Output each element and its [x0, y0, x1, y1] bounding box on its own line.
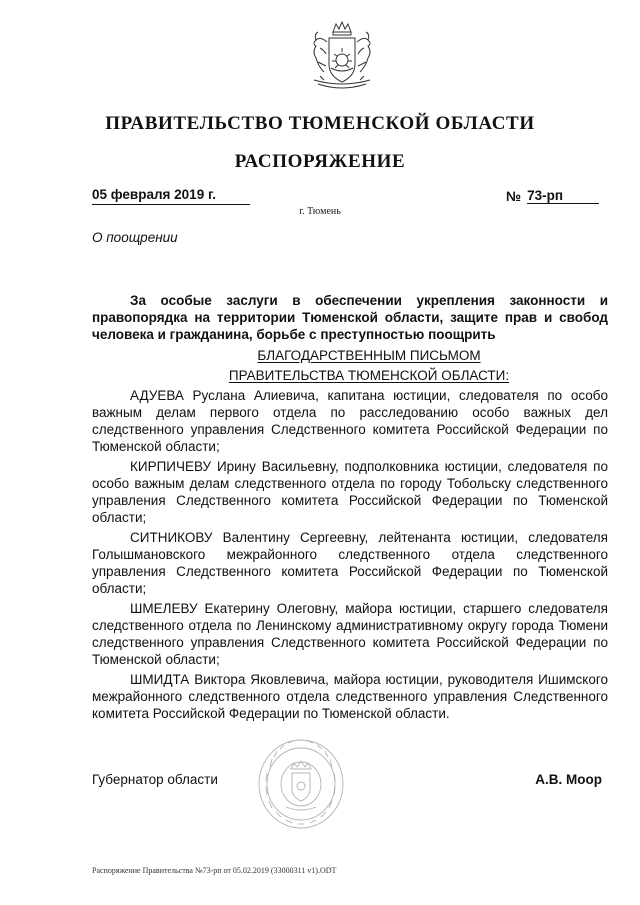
- government-title: ПРАВИТЕЛЬСТВО ТЮМЕНСКОЙ ОБЛАСТИ: [105, 113, 535, 134]
- signatory-name: А.В. Моор: [535, 772, 602, 787]
- award-line-1: БЛАГОДАРСТВЕННЫМ ПИСЬМОМ: [257, 348, 481, 363]
- person-paragraph: СИТНИКОВУ Валентину Сергеевну, лейтенанта юстиции, следователя Голышмановского межрайонного следственного отдела следственного управления Следственного комитета Российской Федерации по Тюменской области;: [92, 530, 608, 596]
- document-date: 05 февраля 2019 г.: [92, 187, 250, 205]
- official-seal-icon: [256, 737, 346, 831]
- document-subject: О поощрении: [92, 230, 178, 245]
- person-paragraph: КИРПИЧЕВУ Ирину Васильевну, подполковника юстиции, следователя по особо важным делам следственного отдела по городу Тобольску следственного управления Следственного комитета Российской Федерации по Тюменской области;: [92, 459, 608, 525]
- number-value: 73-рп: [527, 188, 599, 204]
- number-sign: №: [506, 189, 522, 204]
- person-paragraph: ШМИДТА Виктора Яковлевича, майора юстиции, руководителя Ишимского межрайонного следственного отдела следственного управления Следственного комитета Российской Федерации по Тюменской области.: [92, 672, 608, 721]
- intro-paragraph: За особые заслуги в обеспечении укрепления законности и правопорядка на территории Тюменской области, защите прав и свобод человека и гражданина, борьбе с преступностью поощрить: [92, 293, 608, 342]
- person-paragraph: ШМЕЛЕВУ Екатерину Олеговну, майора юстиции, старшего следователя следственного отдела по Ленинскому административному округу города Тюмени следственного управления Следственного комитета Российской Федерации по Тюменской области;: [92, 601, 608, 667]
- document-city: г. Тюмень: [299, 206, 341, 217]
- document-body: [92, 292, 608, 722]
- footer-document-reference: Распоряжение Правительства №73-рп от 05.02.2019 (33000311 v1).ODT: [92, 866, 337, 875]
- document-type: РАСПОРЯЖЕНИЕ: [234, 151, 406, 172]
- award-line-2: ПРАВИТЕЛЬСТВА ТЮМЕНСКОЙ ОБЛАСТИ:: [228, 368, 510, 383]
- tyumen-coat-of-arms-icon: [300, 18, 384, 98]
- signatory-position: Губернатор области: [92, 772, 218, 787]
- person-paragraph: АДУЕВА Руслана Алиевича, капитана юстиции, следователя по особо важным делам первого отдела по расследованию особо важных дел следственного управления Следственного комитета Российской Федерации по Тюменской области;: [92, 388, 608, 454]
- document-number: [506, 187, 599, 204]
